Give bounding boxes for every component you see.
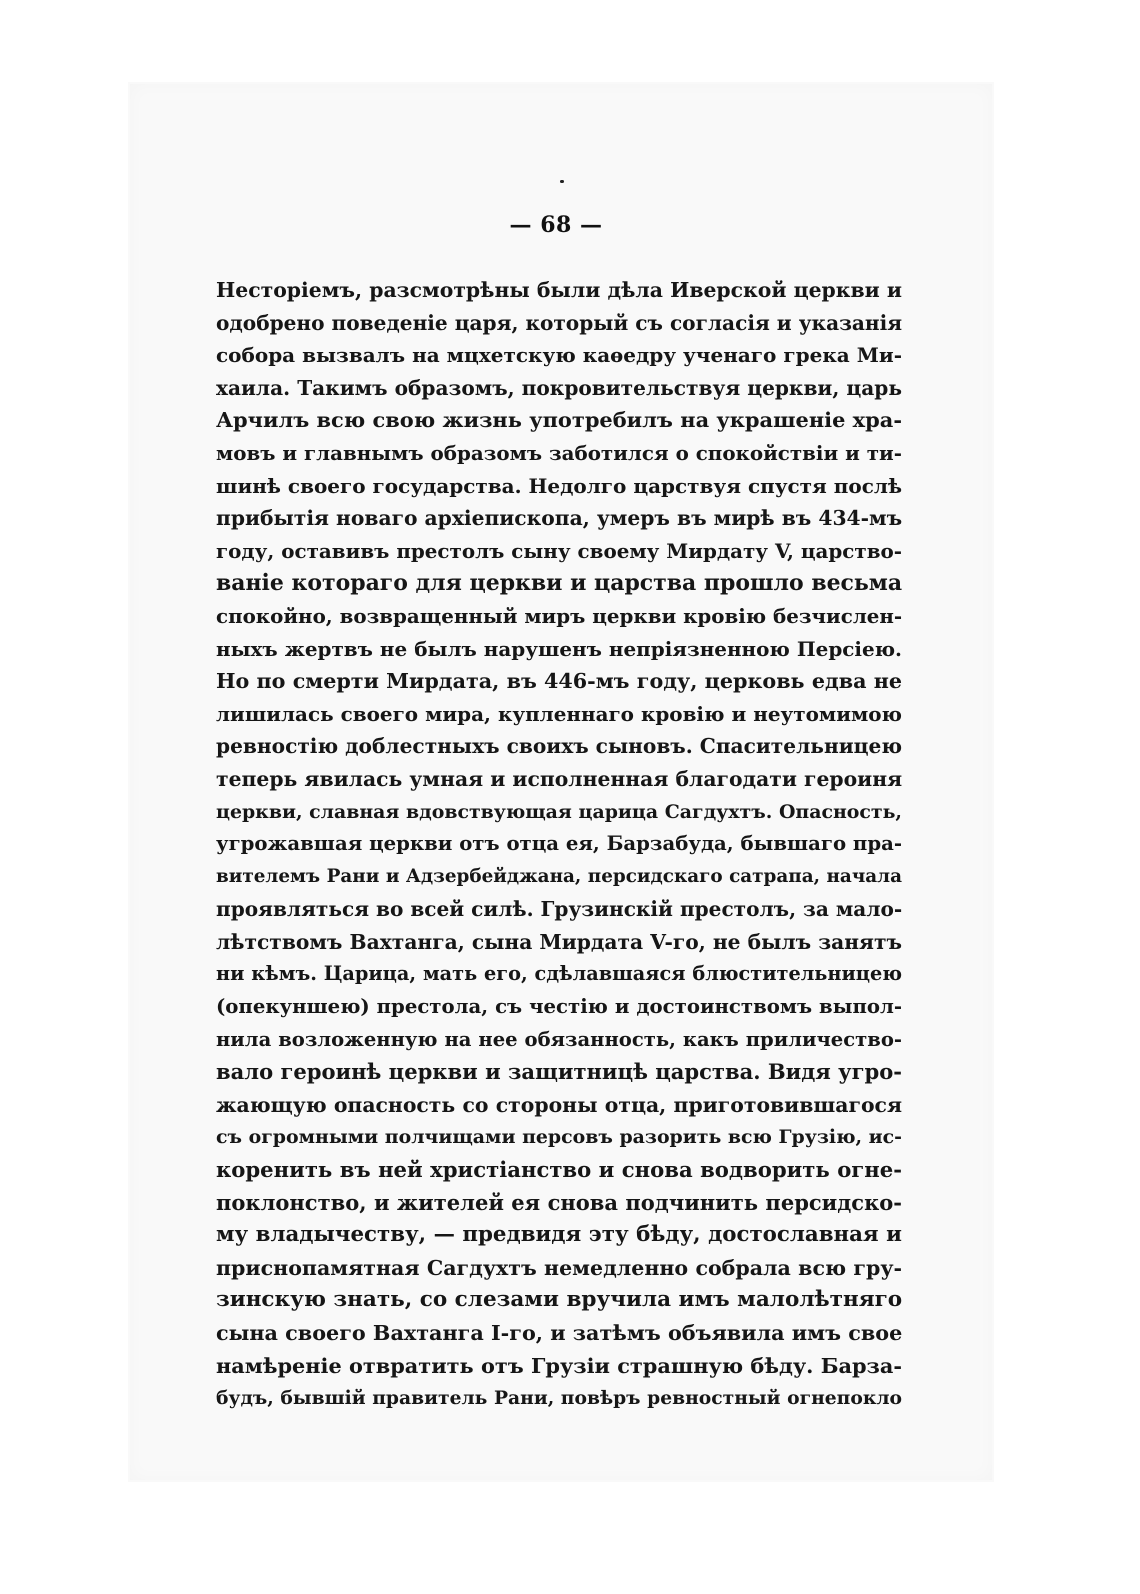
text-line: лишилась своего мира, купленнаго кровію и неутомимою — [216, 701, 902, 726]
text-line: Но по смерти Мирдата, въ 446-мъ году, церковь едва не — [216, 669, 902, 694]
text-line: мовъ и главнымъ образомъ заботился о спокойствіи и ти- — [216, 440, 902, 465]
text-line: ваніе котораго для церкви и царства прошло весьма — [216, 570, 903, 597]
text-line: ревностію доблестныхъ своихъ сыновъ. Спасительницею — [216, 734, 902, 759]
page-number: — 68 — — [509, 212, 603, 238]
text-line: съ огромными полчищами персовъ разорить всю Грузію, ис- — [216, 1126, 902, 1149]
text-line: проявляться во всей силѣ. Грузинскій престолъ, за мало- — [216, 897, 903, 922]
text-line: ни кѣмъ. Царица, мать его, сдѣлавшаяся блюстительницею — [216, 962, 902, 986]
text-line: Арчилъ всю свою жизнь употребилъ на украшеніе хра- — [216, 407, 902, 433]
text-line: одобрено поведеніе царя, который съ согласія и указанія — [216, 310, 903, 335]
text-line: спокойно, возвращенный миръ церкви кровію безчислен- — [216, 603, 903, 628]
text-line: хаила. Такимъ образомъ, покровительствуя церкви, царь — [216, 375, 902, 400]
text-line: вало героинѣ церкви и защитницѣ царства. Видя угро- — [216, 1059, 903, 1085]
text-line: (опекуншею) престола, съ честію и достоинствомъ выпол- — [216, 995, 902, 1019]
text-line: году, оставивъ престолъ сыну своему Мирдату V, царство- — [216, 538, 902, 563]
text-line: жающую опасность со стороны отца, приготовившагося — [216, 1092, 902, 1117]
text-line: шинѣ своего государства. Недолго царствуя спустя послѣ — [216, 473, 902, 498]
text-line: нила возложенную на нее обязанность, какъ приличество- — [216, 1027, 902, 1051]
print-speck — [560, 180, 564, 183]
text-line: зинскую знать, со слезами вручила имъ малолѣтняго — [216, 1287, 903, 1313]
text-line: поклонство, и жителей ея снова подчинить персидско- — [216, 1189, 902, 1215]
text-line: вителемъ Рани и Адзербейджана, персидскаго сатрапа, начала — [216, 865, 902, 887]
text-line: му владычеству, — предвидя эту бѣду, достославная и — [216, 1222, 902, 1248]
text-line: намѣреніе отвратить отъ Грузіи страшную бѣду. Барза- — [216, 1352, 902, 1378]
text-line: собора вызвалъ на мцхетскую каѳедру ученаго грека Ми- — [216, 343, 902, 368]
text-line: лѣтствомъ Вахтанга, сына Мирдата V-го, не былъ занятъ — [216, 929, 902, 954]
text-line: Несторіемъ, разсмотрѣны были дѣла Иверской церкви и — [216, 278, 902, 302]
text-line: будъ, бывшій правитель Рани, повѣръ ревностный огнепокло — [216, 1387, 902, 1410]
text-line: теперь явилась умная и исполненная благодати героиня — [216, 766, 903, 791]
text-line: ныхъ жертвъ не былъ нарушенъ непріязненною Персіею. — [216, 636, 902, 661]
text-line: церкви, славная вдовствующая царица Сагдухтъ. Опасность, — [216, 800, 902, 823]
text-line: приснопамятная Сагдухтъ немедленно собрала всю гру- — [216, 1255, 902, 1280]
text-line: прибытія новаго архіепископа, умеръ въ мирѣ въ 434-мъ — [216, 506, 903, 531]
body-text — [216, 274, 902, 1415]
text-line: коренить въ ней христіанство и снова водворить огне- — [216, 1157, 902, 1183]
text-line: сына своего Вахтанга I-го, и затѣмъ объявила имъ свое — [216, 1321, 903, 1345]
text-line: угрожавшая церкви отъ отца ея, Барзабуда, бывшаго пра- — [216, 832, 902, 856]
